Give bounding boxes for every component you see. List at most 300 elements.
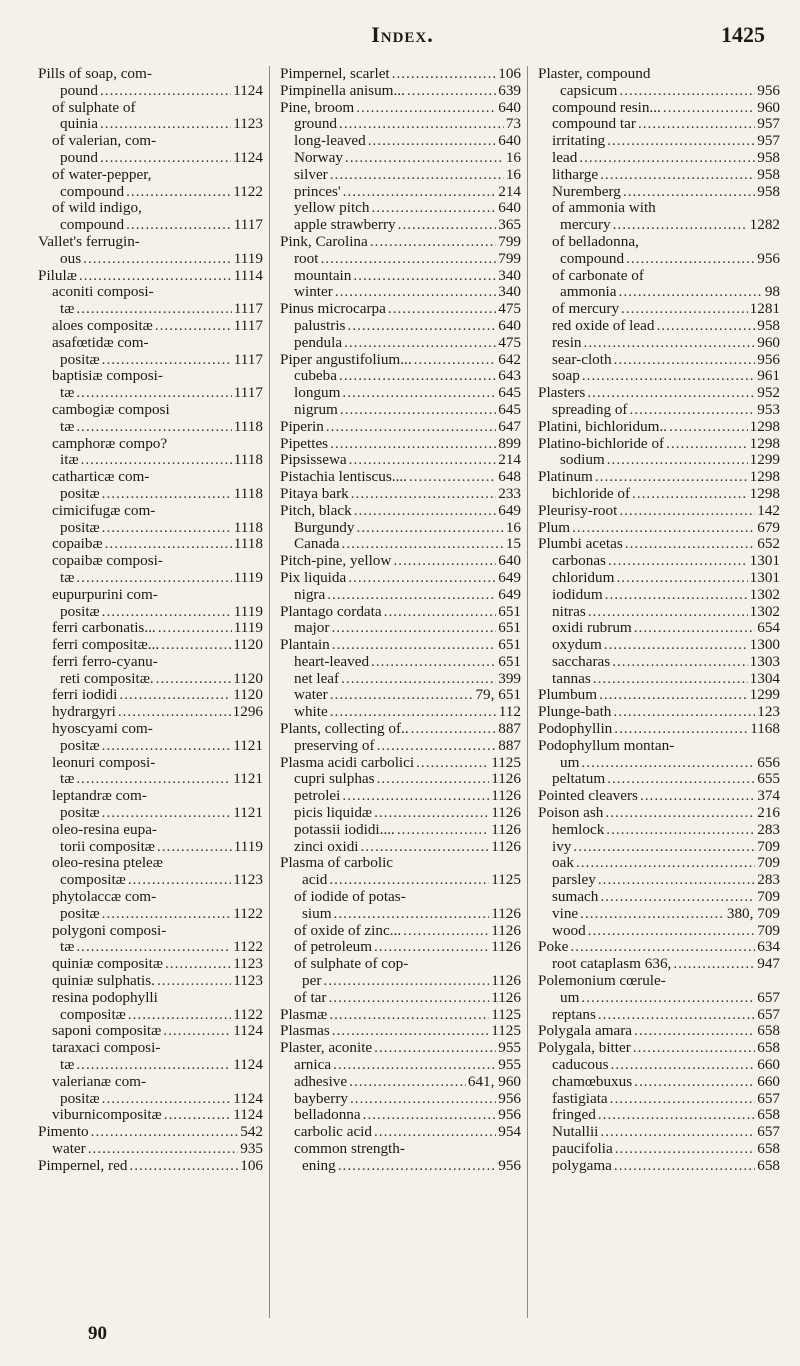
- index-entry: [38, 1158, 263, 1175]
- entry-term: spreading of: [552, 401, 628, 418]
- entry-term: chamœbuxus: [552, 1073, 633, 1090]
- entry-term: palustris: [294, 317, 346, 334]
- entry-term: aconiti composi-: [52, 284, 154, 301]
- entry-term: polygoni composi-: [52, 922, 167, 939]
- entry-page-ref: 953: [757, 401, 780, 418]
- entry-page-ref: 1281: [749, 301, 780, 318]
- entry-page-ref: 1124: [233, 1057, 263, 1074]
- entry-page-ref: 1125: [491, 1023, 521, 1040]
- entry-page-ref: 642: [498, 351, 521, 368]
- entry-page-ref: 658: [757, 1107, 780, 1124]
- index-entry: [538, 66, 780, 83]
- leader-dots: [353, 268, 496, 285]
- index-entry: [280, 637, 521, 654]
- entry-page-ref: 887: [498, 737, 521, 754]
- entry-term: positæ: [60, 905, 100, 922]
- index-entry: [38, 234, 263, 251]
- header-title: Index.: [371, 22, 434, 47]
- leader-dots: [614, 1158, 755, 1175]
- leader-dots: [348, 570, 496, 587]
- index-entry: [538, 251, 780, 268]
- index-entry: [38, 301, 263, 318]
- entry-term: positæ: [60, 603, 100, 620]
- entry-page-ref: 365: [498, 217, 521, 234]
- entry-page-ref: 214: [498, 452, 521, 469]
- entry-term: oleo-resina eupa-: [52, 821, 157, 838]
- index-entry: [38, 939, 263, 956]
- entry-page-ref: 658: [757, 1023, 780, 1040]
- entry-term: tæ: [60, 418, 75, 435]
- leader-dots: [129, 1158, 238, 1175]
- index-entry: [280, 368, 521, 385]
- entry-page-ref: 958: [757, 166, 780, 183]
- leader-dots: [619, 284, 763, 301]
- index-entry: [38, 1091, 263, 1108]
- leader-dots: [328, 990, 489, 1007]
- leader-dots: [356, 520, 503, 537]
- index-entry: [538, 771, 780, 788]
- entry-term: saccharas: [552, 653, 611, 670]
- entry-page-ref: 956: [757, 250, 780, 267]
- entry-term: longum: [294, 385, 341, 402]
- entry-page-ref: 660: [757, 1057, 780, 1074]
- entry-term: Platino-bichloride of: [538, 435, 665, 452]
- entry-page-ref: 639: [498, 82, 521, 99]
- entry-page-ref: 340: [498, 284, 521, 301]
- leader-dots: [598, 872, 755, 889]
- leader-dots: [588, 604, 748, 621]
- index-entry: [280, 268, 521, 285]
- leader-dots: [625, 536, 755, 553]
- leader-dots: [340, 402, 496, 419]
- entry-term: um: [560, 754, 580, 771]
- index-entry: [280, 939, 521, 956]
- index-entry: [538, 973, 780, 990]
- entry-term: of ammonia with: [552, 200, 656, 217]
- index-entry: [280, 654, 521, 671]
- entry-term: winter: [294, 284, 333, 301]
- entry-term: of wild indigo,: [52, 200, 142, 217]
- leader-dots: [619, 503, 755, 520]
- leader-dots: [573, 839, 755, 856]
- index-entry: [538, 150, 780, 167]
- entry-term: Nuremberg: [552, 183, 621, 200]
- leader-dots: [611, 1057, 756, 1074]
- entry-term: tæ: [60, 1057, 75, 1074]
- entry-term: major: [294, 620, 330, 637]
- leader-dots: [165, 956, 231, 973]
- entry-term: common strength-: [294, 1141, 405, 1157]
- entry-page-ref: 1118: [233, 452, 263, 469]
- leader-dots: [630, 402, 756, 419]
- index-entry: [38, 167, 263, 184]
- index-entry: [538, 1023, 780, 1040]
- entry-page-ref: 954: [498, 1124, 521, 1141]
- index-entry: [538, 990, 780, 1007]
- index-entry: [38, 385, 263, 402]
- index-entry: [538, 402, 780, 419]
- entry-term: saponi compositæ: [52, 1023, 162, 1040]
- leader-dots: [342, 536, 504, 553]
- index-entry: [538, 956, 780, 973]
- entry-page-ref: 1119: [233, 620, 263, 637]
- leader-dots: [102, 486, 232, 503]
- index-entry: [280, 570, 521, 587]
- leader-dots: [374, 1040, 496, 1057]
- index-entry: [538, 133, 780, 150]
- entry-page-ref: 1126: [491, 905, 521, 922]
- leader-dots: [100, 116, 231, 133]
- index-entry: [38, 839, 263, 856]
- index-entry: [280, 1091, 521, 1108]
- index-entry: [538, 200, 780, 217]
- index-entry: [38, 268, 263, 285]
- entry-term: arnica: [294, 1057, 332, 1074]
- entry-page-ref: 1122: [233, 939, 263, 956]
- entry-page-ref: 640: [498, 133, 521, 150]
- entry-term: water: [294, 687, 328, 704]
- entry-term: Pilulæ: [38, 267, 77, 284]
- leader-dots: [339, 368, 496, 385]
- entry-page-ref: 652: [757, 536, 780, 553]
- entry-page-ref: 709: [757, 889, 780, 906]
- leader-dots: [342, 385, 496, 402]
- index-columns: [38, 66, 780, 1318]
- leader-dots: [634, 1023, 755, 1040]
- leader-dots: [634, 620, 755, 637]
- entry-term: sear-cloth: [552, 351, 612, 368]
- index-entry: [538, 872, 780, 889]
- entry-page-ref: 709: [757, 838, 780, 855]
- index-entry: [38, 503, 263, 520]
- entry-term: compound: [560, 250, 625, 267]
- index-entry: [538, 318, 780, 335]
- index-entry: [280, 1040, 521, 1057]
- entry-page-ref: 1298: [749, 469, 780, 486]
- leader-dots: [102, 352, 232, 369]
- entry-page-ref: 79, 651: [475, 687, 521, 704]
- index-entry: [38, 1124, 263, 1141]
- index-entry: [38, 184, 263, 201]
- entry-term: leptandræ com-: [52, 788, 147, 805]
- index-entry: [538, 284, 780, 301]
- leader-dots: [588, 923, 755, 940]
- leader-dots: [570, 939, 755, 956]
- index-entry: [38, 217, 263, 234]
- index-entry: [38, 402, 263, 419]
- index-entry: [38, 889, 263, 906]
- leader-dots: [100, 83, 231, 100]
- index-entry: [38, 620, 263, 637]
- entry-term: parsley: [552, 872, 596, 889]
- index-entry: [38, 604, 263, 621]
- entry-page-ref: 709: [757, 922, 780, 939]
- index-entry: [538, 553, 780, 570]
- leader-dots: [584, 335, 756, 352]
- leader-dots: [361, 839, 490, 856]
- index-entry: [38, 671, 263, 688]
- entry-term: Plasma acidi carbolici: [280, 754, 415, 771]
- index-entry: [538, 301, 780, 318]
- leader-dots: [158, 620, 232, 637]
- entry-term: tæ: [60, 939, 75, 956]
- index-entry: [38, 788, 263, 805]
- leader-dots: [349, 1074, 466, 1091]
- entry-term: Plasma of carbolic: [280, 855, 394, 872]
- entry-page-ref: 651: [498, 637, 521, 654]
- index-column-2: [269, 66, 527, 1318]
- leader-dots: [673, 956, 755, 973]
- index-entry: [38, 469, 263, 486]
- entry-page-ref: 1126: [491, 771, 521, 788]
- entry-page-ref: 1117: [233, 217, 263, 234]
- entry-page-ref: 643: [498, 368, 521, 385]
- entry-page-ref: 657: [757, 1090, 780, 1107]
- index-entry: [280, 520, 521, 537]
- entry-term: aloes compositæ: [52, 317, 153, 334]
- entry-term: of mercury: [552, 301, 620, 318]
- leader-dots: [377, 771, 490, 788]
- leader-dots: [157, 973, 231, 990]
- entry-term: oxidi rubrum: [552, 620, 632, 637]
- entry-term: wood: [552, 922, 586, 939]
- leader-dots: [330, 687, 474, 704]
- entry-page-ref: 956: [757, 82, 780, 99]
- leader-dots: [392, 66, 497, 83]
- entry-page-ref: 1301: [749, 553, 780, 570]
- entry-page-ref: 1117: [233, 301, 263, 318]
- index-entry: [538, 637, 780, 654]
- entry-term: Pitch, black: [280, 502, 352, 519]
- index-entry: [280, 687, 521, 704]
- entry-page-ref: 1124: [233, 1023, 263, 1040]
- entry-page-ref: 649: [498, 569, 521, 586]
- index-entry: [38, 654, 263, 671]
- entry-page-ref: 1298: [749, 435, 780, 452]
- leader-dots: [388, 301, 496, 318]
- index-entry: [538, 1074, 780, 1091]
- entry-term: Pitaya bark: [280, 485, 349, 502]
- index-entry: [280, 335, 521, 352]
- index-entry: [280, 872, 521, 889]
- entry-page-ref: 655: [757, 771, 780, 788]
- index-entry: [38, 923, 263, 940]
- leader-dots: [329, 1007, 489, 1024]
- entry-page-ref: 799: [498, 250, 521, 267]
- leader-dots: [581, 755, 755, 772]
- entry-page-ref: 340: [498, 267, 521, 284]
- entry-term: Plantain: [280, 637, 330, 654]
- entry-term: camphoræ compo?: [52, 435, 168, 452]
- index-entry: [280, 251, 521, 268]
- leader-dots: [623, 184, 755, 201]
- entry-term: hyoscyami com-: [52, 721, 153, 738]
- entry-page-ref: 958: [757, 149, 780, 166]
- entry-page-ref: 1301: [749, 569, 780, 586]
- leader-dots: [76, 301, 231, 318]
- index-entry: [538, 335, 780, 352]
- leader-dots: [323, 973, 489, 990]
- leader-dots: [329, 872, 489, 889]
- leader-dots: [91, 1124, 239, 1141]
- entry-page-ref: 106: [240, 1157, 263, 1174]
- entry-term: cupri sulphas: [294, 771, 375, 788]
- index-entry: [38, 83, 263, 100]
- index-entry: [538, 687, 780, 704]
- entry-page-ref: 1117: [233, 317, 263, 334]
- index-entry: [38, 990, 263, 1007]
- leader-dots: [398, 217, 497, 234]
- index-entry: [38, 1040, 263, 1057]
- entry-term: belladonna: [294, 1107, 361, 1124]
- leader-dots: [403, 923, 489, 940]
- index-entry: [38, 637, 263, 654]
- entry-term: quiniæ sulphatis.: [52, 973, 155, 990]
- entry-term: Pimpinella anisum...: [280, 82, 405, 99]
- index-entry: [38, 553, 263, 570]
- index-entry: [280, 906, 521, 923]
- index-entry: [538, 83, 780, 100]
- index-entry: [280, 318, 521, 335]
- index-entry: [38, 116, 263, 133]
- leader-dots: [599, 687, 748, 704]
- leader-dots: [128, 872, 231, 889]
- entry-page-ref: 641, 960: [467, 1073, 521, 1090]
- entry-page-ref: 649: [498, 502, 521, 519]
- index-entry: [280, 385, 521, 402]
- index-entry: [280, 721, 521, 738]
- index-column-3: [527, 66, 780, 1318]
- entry-term: capsicum: [560, 82, 618, 99]
- running-header: [40, 22, 765, 56]
- entry-page-ref: 1123: [233, 956, 263, 973]
- leader-dots: [164, 1107, 232, 1124]
- index-entry: [280, 1057, 521, 1074]
- index-entry: [280, 923, 521, 940]
- leader-dots: [626, 251, 755, 268]
- entry-page-ref: 1126: [491, 805, 521, 822]
- entry-page-ref: 1296: [232, 704, 263, 721]
- entry-page-ref: 283: [757, 872, 780, 889]
- entry-page-ref: 283: [757, 821, 780, 838]
- entry-term: resin: [552, 334, 582, 351]
- index-entry: [280, 620, 521, 637]
- index-entry: [280, 553, 521, 570]
- index-entry: [38, 419, 263, 436]
- leader-dots: [76, 570, 231, 587]
- entry-page-ref: 374: [757, 788, 780, 805]
- entry-term: ous: [60, 250, 82, 267]
- index-entry: [538, 855, 780, 872]
- entry-page-ref: 1300: [749, 637, 780, 654]
- entry-page-ref: 1299: [749, 452, 780, 469]
- leader-dots: [330, 704, 497, 721]
- leader-dots: [582, 368, 755, 385]
- leader-dots: [326, 419, 496, 436]
- leader-dots: [633, 1040, 755, 1057]
- index-entry: [280, 452, 521, 469]
- index-entry: [38, 486, 263, 503]
- entry-term: Poke: [538, 939, 569, 956]
- leader-dots: [351, 486, 496, 503]
- entry-page-ref: 1121: [233, 805, 263, 822]
- entry-page-ref: 1123: [233, 872, 263, 889]
- entry-page-ref: 1299: [749, 687, 780, 704]
- index-entry: [38, 1107, 263, 1124]
- entry-term: Plunge-bath: [538, 704, 612, 721]
- entry-term: oleo-resina pteleæ: [52, 855, 163, 872]
- entry-page-ref: 216: [757, 805, 780, 822]
- index-entry: [38, 536, 263, 553]
- entry-page-ref: 647: [498, 418, 521, 435]
- index-column-1: [38, 66, 269, 1318]
- index-entry: [280, 1107, 521, 1124]
- entry-term: leonuri composi-: [52, 754, 156, 771]
- entry-term: Plasters: [538, 385, 586, 402]
- entry-term: Vallet's ferrugin-: [38, 233, 140, 250]
- entry-term: asafœtidæ com-: [52, 334, 149, 351]
- index-entry: [38, 906, 263, 923]
- index-entry: [538, 469, 780, 486]
- entry-page-ref: 123: [757, 704, 780, 721]
- entry-term: positæ: [60, 737, 100, 754]
- leader-dots: [332, 1023, 489, 1040]
- entry-term: ferri iodidi: [52, 687, 118, 704]
- entry-page-ref: 16: [505, 149, 521, 166]
- entry-page-ref: 679: [757, 519, 780, 536]
- leader-dots: [102, 738, 232, 755]
- leader-dots: [157, 839, 232, 856]
- entry-page-ref: 1119: [233, 569, 263, 586]
- entry-term: Pistachia lentiscus....: [280, 469, 407, 486]
- entry-term: apple strawberry: [294, 217, 396, 234]
- entry-page-ref: 1126: [491, 973, 521, 990]
- entry-page-ref: 654: [757, 620, 780, 637]
- entry-term: Polemonium cœrule-: [538, 973, 666, 990]
- leader-dots: [374, 805, 489, 822]
- entry-term: per: [302, 973, 322, 990]
- index-entry: [538, 419, 780, 436]
- index-entry: [538, 268, 780, 285]
- entry-term: copaibæ composi-: [52, 553, 163, 570]
- index-entry: [538, 1057, 780, 1074]
- entry-term: Pink, Carolina: [280, 233, 368, 250]
- leader-dots: [656, 318, 755, 335]
- index-entry: [38, 1074, 263, 1091]
- leader-dots: [156, 671, 232, 688]
- leader-dots: [613, 217, 748, 234]
- entry-page-ref: 1302: [749, 603, 780, 620]
- entry-page-ref: 1122: [233, 1006, 263, 1023]
- entry-term: itæ: [60, 452, 79, 469]
- entry-term: um: [560, 989, 580, 1006]
- entry-term: root cataplasm 636,: [552, 956, 672, 973]
- entry-term: mercury: [560, 217, 611, 234]
- index-entry: [38, 1057, 263, 1074]
- leader-dots: [377, 738, 497, 755]
- index-entry: [538, 486, 780, 503]
- index-entry: [280, 66, 521, 83]
- leader-dots: [598, 1107, 755, 1124]
- entry-term: red oxide of lead: [552, 317, 655, 334]
- index-entry: [538, 167, 780, 184]
- entry-term: ground: [294, 116, 338, 133]
- entry-term: Pipsissewa: [280, 452, 347, 469]
- leader-dots: [155, 318, 232, 335]
- entry-term: Piper angustifolium...: [280, 351, 412, 368]
- index-entry: [280, 671, 521, 688]
- leader-dots: [342, 788, 489, 805]
